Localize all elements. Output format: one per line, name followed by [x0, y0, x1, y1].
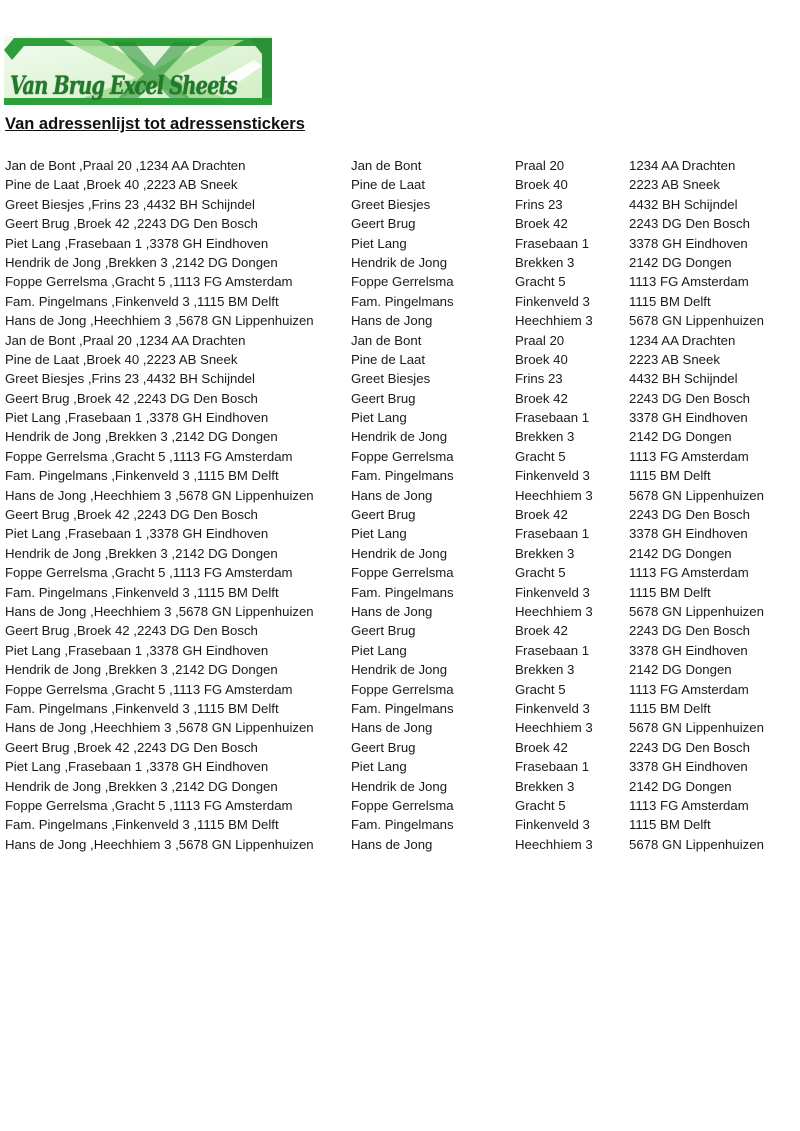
- street-cell: Heechhiem 3: [515, 720, 593, 736]
- postcode-city-cell: 5678 GN Lippenhuizen: [629, 836, 764, 852]
- postcode-city-cell: 2243 DG Den Bosch: [629, 739, 750, 755]
- name-cell: Hendrik de Jong: [351, 254, 448, 270]
- postcode-city-cell: 5678 GN Lippenhuizen: [629, 720, 764, 736]
- name-cell: Piet Lang: [351, 235, 407, 251]
- name-cell: Fam. Pingelmans: [351, 700, 454, 716]
- address-line-cell: Foppe Gerrelsma ,Gracht 5 ,1113 FG Amsterdam: [5, 797, 293, 813]
- name-cell: Piet Lang: [351, 642, 407, 658]
- table-row: [0, 583, 800, 602]
- address-line-cell: Piet Lang ,Frasebaan 1 ,3378 GH Eindhoven: [5, 759, 269, 775]
- postcode-city-cell: 5678 GN Lippenhuizen: [629, 313, 764, 329]
- street-cell: Brekken 3: [515, 254, 575, 270]
- street-cell: Heechhiem 3: [515, 487, 593, 503]
- table-row: [0, 757, 800, 776]
- address-line-cell: Hendrik de Jong ,Brekken 3 ,2142 DG Dongen: [5, 254, 278, 270]
- address-line-cell: Hans de Jong ,Heechhiem 3 ,5678 GN Lippenhuizen: [5, 603, 314, 619]
- street-cell: Frasebaan 1: [515, 410, 590, 426]
- postcode-city-cell: 2243 DG Den Bosch: [629, 507, 750, 523]
- name-cell: Hendrik de Jong: [351, 662, 448, 678]
- address-line-cell: Hans de Jong ,Heechhiem 3 ,5678 GN Lippenhuizen: [5, 313, 314, 329]
- postcode-city-cell: 2142 DG Dongen: [629, 429, 732, 445]
- address-line-cell: Foppe Gerrelsma ,Gracht 5 ,1113 FG Amsterdam: [5, 274, 293, 290]
- street-cell: Finkenveld 3: [515, 468, 590, 484]
- street-cell: Heechhiem 3: [515, 836, 593, 852]
- address-line-cell: Piet Lang ,Frasebaan 1 ,3378 GH Eindhoven: [5, 235, 269, 251]
- address-line-cell: Hans de Jong ,Heechhiem 3 ,5678 GN Lippenhuizen: [5, 836, 314, 852]
- logo-text: Van Brug Excel Sheets: [10, 71, 237, 100]
- name-cell: Fam. Pingelmans: [351, 817, 454, 833]
- table-row: [0, 815, 800, 834]
- street-cell: Frasebaan 1: [515, 759, 590, 775]
- address-table: [0, 156, 800, 854]
- table-row: [0, 369, 800, 388]
- name-cell: Geert Brug: [351, 216, 416, 232]
- street-cell: Frins 23: [515, 371, 563, 387]
- postcode-city-cell: 4432 BH Schijndel: [629, 371, 738, 387]
- postcode-city-cell: 3378 GH Eindhoven: [629, 235, 748, 251]
- street-cell: Finkenveld 3: [515, 700, 590, 716]
- name-cell: Geert Brug: [351, 390, 416, 406]
- address-line-cell: Pine de Laat ,Broek 40 ,2223 AB Sneek: [5, 351, 238, 367]
- table-row: [0, 738, 800, 757]
- address-line-cell: Piet Lang ,Frasebaan 1 ,3378 GH Eindhoven: [5, 410, 269, 426]
- name-cell: Foppe Gerrelsma: [351, 565, 454, 581]
- address-line-cell: Hendrik de Jong ,Brekken 3 ,2142 DG Dongen: [5, 429, 278, 445]
- postcode-city-cell: 1113 FG Amsterdam: [629, 274, 749, 290]
- postcode-city-cell: 2142 DG Dongen: [629, 254, 732, 270]
- address-line-cell: Fam. Pingelmans ,Finkenveld 3 ,1115 BM Delft: [5, 293, 279, 309]
- postcode-city-cell: 3378 GH Eindhoven: [629, 410, 748, 426]
- street-cell: Frasebaan 1: [515, 526, 590, 542]
- table-row: [0, 292, 800, 311]
- address-line-cell: Geert Brug ,Broek 42 ,2243 DG Den Bosch: [5, 739, 258, 755]
- table-row: [0, 699, 800, 718]
- postcode-city-cell: 1113 FG Amsterdam: [629, 448, 749, 464]
- name-cell: Foppe Gerrelsma: [351, 448, 454, 464]
- table-row: [0, 156, 800, 175]
- postcode-city-cell: 1234 AA Drachten: [629, 332, 736, 348]
- table-row: [0, 214, 800, 233]
- table-row: [0, 524, 800, 543]
- name-cell: Hendrik de Jong: [351, 545, 448, 561]
- name-cell: Pine de Laat: [351, 177, 426, 193]
- name-cell: Piet Lang: [351, 526, 407, 542]
- postcode-city-cell: 1115 BM Delft: [629, 468, 711, 484]
- table-row: [0, 175, 800, 194]
- postcode-city-cell: 1115 BM Delft: [629, 700, 711, 716]
- name-cell: Greet Biesjes: [351, 196, 431, 212]
- name-cell: Hans de Jong: [351, 603, 433, 619]
- street-cell: Broek 40: [515, 351, 568, 367]
- postcode-city-cell: 5678 GN Lippenhuizen: [629, 487, 764, 503]
- street-cell: Heechhiem 3: [515, 313, 593, 329]
- table-row: [0, 777, 800, 796]
- address-line-cell: Hans de Jong ,Heechhiem 3 ,5678 GN Lippenhuizen: [5, 487, 314, 503]
- table-row: [0, 505, 800, 524]
- table-row: [0, 234, 800, 253]
- table-row: [0, 272, 800, 291]
- postcode-city-cell: 2223 AB Sneek: [629, 351, 720, 367]
- table-row: [0, 544, 800, 563]
- address-line-cell: Piet Lang ,Frasebaan 1 ,3378 GH Eindhoven: [5, 526, 269, 542]
- street-cell: Gracht 5: [515, 797, 566, 813]
- postcode-city-cell: 4432 BH Schijndel: [629, 196, 738, 212]
- street-cell: Broek 40: [515, 177, 568, 193]
- street-cell: Frasebaan 1: [515, 235, 590, 251]
- postcode-city-cell: 3378 GH Eindhoven: [629, 526, 748, 542]
- address-line-cell: Hendrik de Jong ,Brekken 3 ,2142 DG Dongen: [5, 545, 278, 561]
- name-cell: Piet Lang: [351, 410, 407, 426]
- name-cell: Hendrik de Jong: [351, 429, 448, 445]
- postcode-city-cell: 2243 DG Den Bosch: [629, 623, 750, 639]
- table-row: [0, 621, 800, 640]
- name-cell: Fam. Pingelmans: [351, 293, 454, 309]
- table-row: [0, 796, 800, 815]
- address-line-cell: Foppe Gerrelsma ,Gracht 5 ,1113 FG Amsterdam: [5, 448, 293, 464]
- street-cell: Praal 20: [515, 158, 565, 173]
- street-cell: Gracht 5: [515, 448, 566, 464]
- postcode-city-cell: 1113 FG Amsterdam: [629, 797, 749, 813]
- address-line-cell: Hendrik de Jong ,Brekken 3 ,2142 DG Dongen: [5, 778, 278, 794]
- postcode-city-cell: 1115 BM Delft: [629, 584, 711, 600]
- postcode-city-cell: 1113 FG Amsterdam: [629, 565, 749, 581]
- postcode-city-cell: 1115 BM Delft: [629, 293, 711, 309]
- street-cell: Praal 20: [515, 332, 565, 348]
- address-line-cell: Greet Biesjes ,Frins 23 ,4432 BH Schijndel: [5, 371, 255, 387]
- postcode-city-cell: 2223 AB Sneek: [629, 177, 720, 193]
- name-cell: Hendrik de Jong: [351, 778, 448, 794]
- table-row: [0, 195, 800, 214]
- address-line-cell: Hendrik de Jong ,Brekken 3 ,2142 DG Dongen: [5, 662, 278, 678]
- postcode-city-cell: 2142 DG Dongen: [629, 545, 732, 561]
- address-line-cell: Fam. Pingelmans ,Finkenveld 3 ,1115 BM Delft: [5, 700, 279, 716]
- name-cell: Foppe Gerrelsma: [351, 681, 454, 697]
- street-cell: Broek 42: [515, 216, 568, 232]
- address-line-cell: Fam. Pingelmans ,Finkenveld 3 ,1115 BM Delft: [5, 817, 279, 833]
- table-row: [0, 427, 800, 446]
- name-cell: Jan de Bont: [351, 158, 422, 173]
- street-cell: Frasebaan 1: [515, 642, 590, 658]
- street-cell: Brekken 3: [515, 429, 575, 445]
- table-row: [0, 331, 800, 350]
- street-cell: Gracht 5: [515, 681, 566, 697]
- name-cell: Greet Biesjes: [351, 371, 431, 387]
- street-cell: Finkenveld 3: [515, 584, 590, 600]
- address-line-cell: Geert Brug ,Broek 42 ,2243 DG Den Bosch: [5, 390, 258, 406]
- postcode-city-cell: 2243 DG Den Bosch: [629, 216, 750, 232]
- address-line-cell: Piet Lang ,Frasebaan 1 ,3378 GH Eindhoven: [5, 642, 269, 658]
- name-cell: Geert Brug: [351, 739, 416, 755]
- address-line-cell: Foppe Gerrelsma ,Gracht 5 ,1113 FG Amsterdam: [5, 681, 293, 697]
- postcode-city-cell: 2243 DG Den Bosch: [629, 390, 750, 406]
- address-line-cell: Pine de Laat ,Broek 40 ,2223 AB Sneek: [5, 177, 238, 193]
- postcode-city-cell: 2142 DG Dongen: [629, 662, 732, 678]
- table-row: [0, 718, 800, 737]
- name-cell: Piet Lang: [351, 759, 407, 775]
- table-row: [0, 660, 800, 679]
- street-cell: Brekken 3: [515, 545, 575, 561]
- street-cell: Broek 42: [515, 623, 568, 639]
- street-cell: Finkenveld 3: [515, 293, 590, 309]
- table-row: [0, 563, 800, 582]
- address-line-cell: Fam. Pingelmans ,Finkenveld 3 ,1115 BM Delft: [5, 468, 279, 484]
- address-line-cell: Foppe Gerrelsma ,Gracht 5 ,1113 FG Amsterdam: [5, 565, 293, 581]
- street-cell: Gracht 5: [515, 565, 566, 581]
- address-line-cell: Fam. Pingelmans ,Finkenveld 3 ,1115 BM Delft: [5, 584, 279, 600]
- postcode-city-cell: 1234 AA Drachten: [629, 158, 736, 173]
- table-row: [0, 447, 800, 466]
- address-line-cell: Geert Brug ,Broek 42 ,2243 DG Den Bosch: [5, 216, 258, 232]
- table-row: [0, 253, 800, 272]
- name-cell: Hans de Jong: [351, 720, 433, 736]
- address-line-cell: Greet Biesjes ,Frins 23 ,4432 BH Schijndel: [5, 196, 255, 212]
- street-cell: Brekken 3: [515, 662, 575, 678]
- postcode-city-cell: 5678 GN Lippenhuizen: [629, 603, 764, 619]
- street-cell: Gracht 5: [515, 274, 566, 290]
- name-cell: Pine de Laat: [351, 351, 426, 367]
- street-cell: Broek 42: [515, 739, 568, 755]
- name-cell: Fam. Pingelmans: [351, 584, 454, 600]
- table-row: [0, 466, 800, 485]
- page-title: Van adressenlijst tot adressenstickers: [5, 115, 305, 133]
- table-row: [0, 350, 800, 369]
- name-cell: Foppe Gerrelsma: [351, 274, 454, 290]
- table-row: [0, 311, 800, 330]
- postcode-city-cell: 3378 GH Eindhoven: [629, 759, 748, 775]
- postcode-city-cell: 1115 BM Delft: [629, 817, 711, 833]
- name-cell: Fam. Pingelmans: [351, 468, 454, 484]
- table-row: [0, 680, 800, 699]
- address-line-cell: Jan de Bont ,Praal 20 ,1234 AA Drachten: [5, 332, 246, 348]
- address-line-cell: Hans de Jong ,Heechhiem 3 ,5678 GN Lippenhuizen: [5, 720, 314, 736]
- address-line-cell: Jan de Bont ,Praal 20 ,1234 AA Drachten: [5, 158, 246, 173]
- name-cell: Geert Brug: [351, 623, 416, 639]
- street-cell: Broek 42: [515, 507, 568, 523]
- street-cell: Frins 23: [515, 196, 563, 212]
- brand-logo: [4, 36, 272, 105]
- name-cell: Jan de Bont: [351, 332, 422, 348]
- street-cell: Broek 42: [515, 390, 568, 406]
- name-cell: Hans de Jong: [351, 487, 433, 503]
- street-cell: Finkenveld 3: [515, 817, 590, 833]
- table-row: [0, 408, 800, 427]
- street-cell: Heechhiem 3: [515, 603, 593, 619]
- name-cell: Geert Brug: [351, 507, 416, 523]
- postcode-city-cell: 1113 FG Amsterdam: [629, 681, 749, 697]
- address-line-cell: Geert Brug ,Broek 42 ,2243 DG Den Bosch: [5, 507, 258, 523]
- postcode-city-cell: 3378 GH Eindhoven: [629, 642, 748, 658]
- name-cell: Hans de Jong: [351, 313, 433, 329]
- table-row: [0, 641, 800, 660]
- name-cell: Foppe Gerrelsma: [351, 797, 454, 813]
- table-row: [0, 389, 800, 408]
- name-cell: Hans de Jong: [351, 836, 433, 852]
- street-cell: Brekken 3: [515, 778, 575, 794]
- postcode-city-cell: 2142 DG Dongen: [629, 778, 732, 794]
- table-row: [0, 835, 800, 854]
- address-line-cell: Geert Brug ,Broek 42 ,2243 DG Den Bosch: [5, 623, 258, 639]
- table-row: [0, 602, 800, 621]
- table-row: [0, 486, 800, 505]
